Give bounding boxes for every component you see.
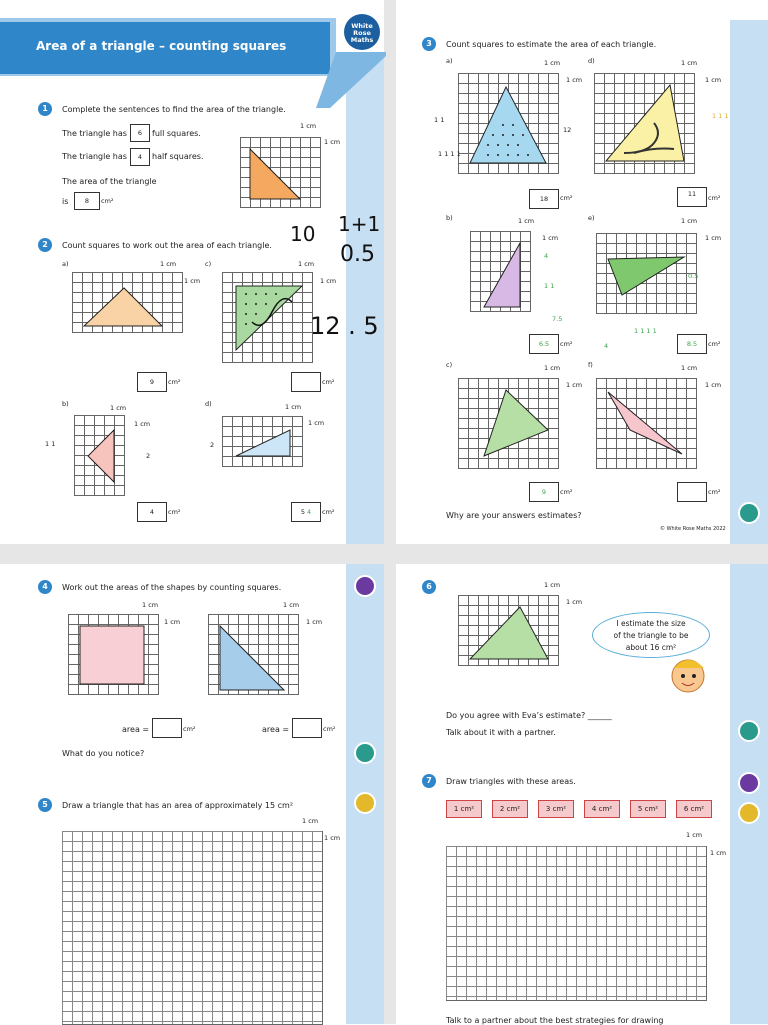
q1-prompt: Complete the sentences to find the area of the triangle. xyxy=(62,105,286,114)
handwriting-12-5: 12 . 5 xyxy=(310,312,379,340)
q3f-answer[interactable] xyxy=(677,482,707,502)
q3-unit-f-v: 1 cm xyxy=(705,381,722,389)
q4a-square xyxy=(68,614,160,696)
q3b-answer[interactable]: 6.5 xyxy=(529,334,559,354)
think-icon-q7[interactable] xyxy=(738,772,760,794)
q3-unit-c-v: 1 cm xyxy=(566,381,583,389)
q3b-triangle xyxy=(470,231,532,313)
discuss-icon[interactable] xyxy=(738,502,760,524)
speech-line-3: about 16 cm² xyxy=(625,643,677,652)
q3-unit-d-v: 1 cm xyxy=(705,76,722,84)
q3a-unit: cm² xyxy=(560,194,573,202)
q7-unit-v: 1 cm xyxy=(710,849,727,857)
q3d-unit: cm² xyxy=(708,194,721,202)
q3-label-e: e) xyxy=(588,214,595,222)
q2b-triangle xyxy=(74,415,126,497)
q3f-triangle xyxy=(596,378,698,470)
q2-label-a: a) xyxy=(62,260,69,268)
q3a-note-bottom: 1 1 1 1 xyxy=(438,150,461,158)
q3a-note-right: 12 xyxy=(563,126,572,134)
area-chip-3: 3 cm² xyxy=(538,800,574,818)
q3-prompt: Count squares to estimate the area of each triangle. xyxy=(446,40,657,49)
q1-answer-area[interactable]: 8 xyxy=(74,192,100,210)
q3d-note: 1 1 1 xyxy=(712,112,729,120)
q1-line2-pre: The triangle has xyxy=(62,152,127,161)
handwriting-0-5: 0.5 xyxy=(340,242,375,267)
speech-line-2: of the triangle to be xyxy=(613,631,689,640)
q6-number: 6 xyxy=(422,580,436,594)
q2-unit-a: 1 cm xyxy=(160,260,177,268)
q2c-answer[interactable] xyxy=(291,372,321,392)
q4b-unit: cm² xyxy=(323,725,336,733)
q6-question: Do you agree with Eva’s estimate? ______ xyxy=(446,711,612,720)
q1-line2-post: half squares. xyxy=(152,152,204,161)
pencil-icon-q7[interactable] xyxy=(738,802,760,824)
q3e-note-1111: 1 1 1 1 xyxy=(634,327,657,335)
q3-label-c: c) xyxy=(446,361,453,369)
handwriting-10: 10 xyxy=(290,222,316,246)
q3d-answer[interactable]: 11 xyxy=(677,187,707,207)
q2-number: 2 xyxy=(38,238,52,252)
q2d-unit: cm² xyxy=(322,508,335,516)
q1-answer-half[interactable]: 4 xyxy=(130,148,150,166)
q3e-answer[interactable]: 8.5 xyxy=(677,334,707,354)
q3b-unit: cm² xyxy=(560,340,573,348)
q1-line1-pre: The triangle has xyxy=(62,129,127,138)
q3b-note-11: 1 1 xyxy=(544,282,555,290)
q3-copyright: © White Rose Maths 2022 xyxy=(660,526,726,532)
q3c-triangle xyxy=(458,378,560,470)
q3-question: Why are your answers estimates? xyxy=(446,511,582,520)
q1-unit-label: 1 cm xyxy=(300,122,317,130)
q3-unit-b-v: 1 cm xyxy=(542,234,559,242)
area-chip-1: 1 cm² xyxy=(446,800,482,818)
q2-unit-c-v: 1 cm xyxy=(320,277,337,285)
q2d-triangle xyxy=(222,416,304,468)
q4-question: What do you notice? xyxy=(62,749,145,758)
q3-unit-e: 1 cm xyxy=(681,217,698,225)
q3e-triangle xyxy=(596,233,698,315)
q1-line4-pre: is xyxy=(62,197,69,206)
q2-unit-b-v: 1 cm xyxy=(134,420,151,428)
q2a-unit: cm² xyxy=(168,378,181,386)
q5-number: 5 xyxy=(38,798,52,812)
q2-unit-c: 1 cm xyxy=(298,260,315,268)
q4b-triangle xyxy=(208,614,300,696)
q5-unit: 1 cm xyxy=(302,817,319,825)
q3a-note-left: 1 1 xyxy=(434,116,445,124)
panel-gap-horizontal xyxy=(0,544,768,564)
q3-label-d: d) xyxy=(588,57,595,65)
q4-unit-a-v: 1 cm xyxy=(164,618,181,626)
speech-line-1: I estimate the size xyxy=(616,619,686,628)
q1-line1-post: full squares. xyxy=(152,129,201,138)
q3-unit-a-v: 1 cm xyxy=(566,76,583,84)
q1-number: 1 xyxy=(38,102,52,116)
header-ribbon xyxy=(316,52,386,108)
q3e-unit: cm² xyxy=(708,340,721,348)
q1-line3: The area of the triangle xyxy=(62,177,157,186)
q2b-note-left: 1 1 xyxy=(45,440,56,448)
discuss-icon-q6[interactable] xyxy=(738,720,760,742)
q2d-answer-green: 4 xyxy=(307,508,312,516)
q5-drawing-grid[interactable] xyxy=(62,831,323,1025)
q6-talk: Talk about it with a partner. xyxy=(446,728,556,737)
white-rose-logo: White Rose Maths xyxy=(344,14,380,50)
q5-prompt: Draw a triangle that has an area of approximately 15 cm² xyxy=(62,801,294,810)
q2-unit-d: 1 cm xyxy=(285,403,302,411)
handwriting-1plus1: 1+1 xyxy=(338,212,381,236)
q3-unit-c: 1 cm xyxy=(544,364,561,372)
q3-label-a: a) xyxy=(446,57,453,65)
q3a-answer[interactable]: 18 xyxy=(529,189,559,209)
think-icon[interactable] xyxy=(354,575,376,597)
q4b-answer[interactable] xyxy=(292,718,322,738)
area-chip-6: 6 cm² xyxy=(676,800,712,818)
q4-number: 4 xyxy=(38,580,52,594)
q7-unit: 1 cm xyxy=(686,831,703,839)
area-chip-5: 5 cm² xyxy=(630,800,666,818)
side-stripe-top-right xyxy=(730,20,768,544)
q2-label-c: c) xyxy=(205,260,212,268)
q6-triangle xyxy=(458,595,560,667)
q4a-unit: cm² xyxy=(183,725,196,733)
eva-avatar xyxy=(666,654,712,694)
q3-unit-d: 1 cm xyxy=(681,59,698,67)
q2-prompt: Count squares to work out the area of each triangle. xyxy=(62,241,272,250)
area-chip-4: 4 cm² xyxy=(584,800,620,818)
q6-unit: 1 cm xyxy=(544,581,561,589)
area-chip-2: 2 cm² xyxy=(492,800,528,818)
q1-answer-full[interactable]: 6 xyxy=(130,124,150,142)
q1-unit: cm² xyxy=(101,197,114,205)
q2d-answer-value: 5 xyxy=(300,508,305,516)
q2d-note: 2 xyxy=(210,441,215,449)
q7-number: 7 xyxy=(422,774,436,788)
q2b-answer[interactable]: 4 xyxy=(137,502,167,522)
q7-footer: Talk to a partner about the best strategies for drawing xyxy=(446,1016,664,1025)
q3a-triangle xyxy=(458,73,560,175)
q3e-note-05: 0.5 xyxy=(688,272,699,280)
q3-number: 3 xyxy=(422,37,436,51)
q4-unit-b-v: 1 cm xyxy=(306,618,323,626)
panel-gap-vertical xyxy=(384,0,396,1024)
q2c-unit: cm² xyxy=(322,378,335,386)
q3e-note-4: 4 xyxy=(604,342,609,350)
q1-triangle xyxy=(240,137,322,209)
q2a-triangle xyxy=(72,272,184,334)
q3c-answer[interactable]: 9 xyxy=(529,482,559,502)
q2-unit-a-v: 1 cm xyxy=(184,277,201,285)
q3b-note-75: 7.5 xyxy=(552,315,563,323)
q2b-unit: cm² xyxy=(168,508,181,516)
q2-label-d: d) xyxy=(205,400,212,408)
q5-unit-v: 1 cm xyxy=(324,834,341,842)
q3f-unit: cm² xyxy=(708,488,721,496)
q2a-answer[interactable]: 9 xyxy=(137,372,167,392)
side-stripe-bottom-right xyxy=(730,564,768,1024)
q3-unit-a: 1 cm xyxy=(544,59,561,67)
q1-unit-label-v: 1 cm xyxy=(324,138,341,146)
q4b-area-label: area = xyxy=(262,725,290,734)
q3-unit-e-v: 1 cm xyxy=(705,234,722,242)
q4-prompt: Work out the areas of the shapes by counting squares. xyxy=(62,583,282,592)
discuss-icon-q4[interactable] xyxy=(354,742,376,764)
side-stripe-top-left xyxy=(346,56,384,544)
q4a-area-label: area = xyxy=(122,725,150,734)
q3b-note-4: 4 xyxy=(544,252,549,260)
q2-unit-b: 1 cm xyxy=(110,404,127,412)
q3-unit-b: 1 cm xyxy=(518,217,535,225)
page-title: Area of a triangle – counting squares xyxy=(36,39,287,53)
eva-speech-bubble xyxy=(592,612,710,658)
q7-prompt: Draw triangles with these areas. xyxy=(446,777,576,786)
q6-unit-v: 1 cm xyxy=(566,598,583,606)
q4-unit-a: 1 cm xyxy=(142,601,159,609)
pencil-icon[interactable] xyxy=(354,792,376,814)
q3-unit-f: 1 cm xyxy=(681,364,698,372)
q2c-triangle xyxy=(222,272,314,364)
q4a-answer[interactable] xyxy=(152,718,182,738)
q3-label-f: f) xyxy=(588,361,593,369)
q3c-unit: cm² xyxy=(560,488,573,496)
q2d-answer[interactable] xyxy=(291,502,321,522)
q4-unit-b: 1 cm xyxy=(283,601,300,609)
q2-unit-d-v: 1 cm xyxy=(308,419,325,427)
q7-drawing-grid[interactable] xyxy=(446,846,707,1001)
q3d-triangle xyxy=(594,73,696,175)
q2-label-b: b) xyxy=(62,400,69,408)
title-bar xyxy=(0,22,330,74)
q2b-note-right: 2 xyxy=(146,452,151,460)
q3-label-b: b) xyxy=(446,214,453,222)
